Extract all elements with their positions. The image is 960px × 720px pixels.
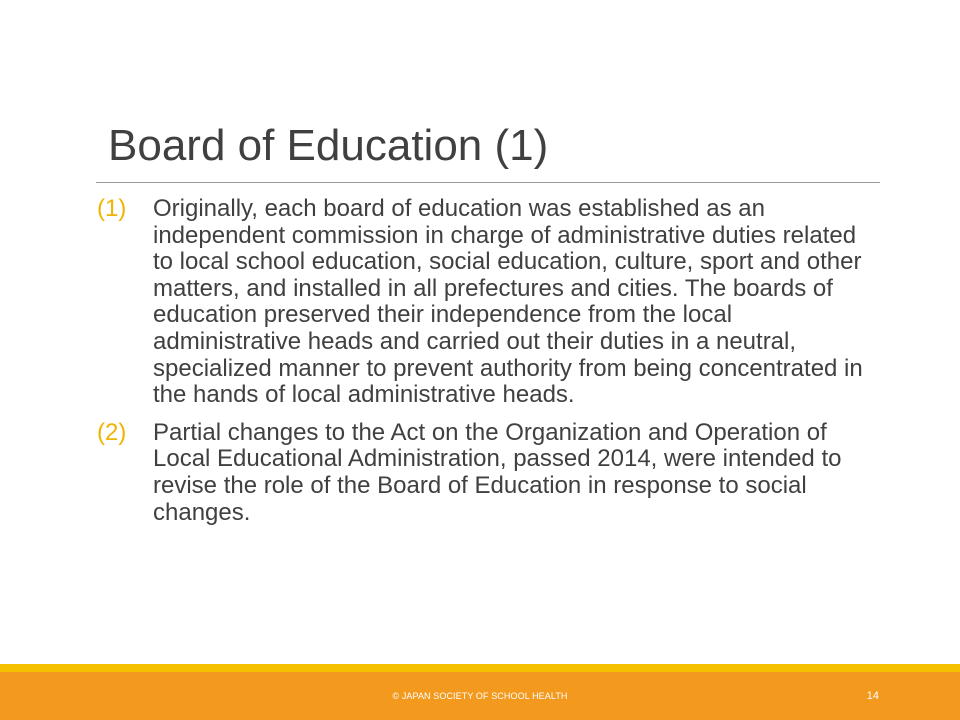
footer-copyright: © JAPAN SOCIETY OF SCHOOL HEALTH: [392, 691, 568, 701]
item-number: (2): [97, 418, 127, 446]
item-number: (1): [97, 195, 127, 222]
slide-page-number: 14: [866, 690, 879, 702]
list-item: [96, 420, 880, 526]
list-item: [96, 196, 880, 409]
item-text: Originally, each board of education was established as an independent commission in charge of administrative duties related to local school education, social education, culture, sport and other matters, and installed in all prefectures and cities. The boards of education preserved their independence from the local administrative heads and carried out their duties in a neutral, specialized manner to prevent authority from being concentrated in the hands of local administrative heads.: [153, 195, 863, 409]
title-divider: [96, 182, 880, 183]
item-text: Partial changes to the Act on the Organization and Operation of Local Educational Administration, passed 2014, were intended to revise the role of the Board of Education in response to social changes.: [153, 418, 842, 526]
slide-body-list: [96, 196, 880, 526]
footer-accent-strip: [0, 664, 960, 672]
slide-title: Board of Education (1): [108, 121, 549, 170]
